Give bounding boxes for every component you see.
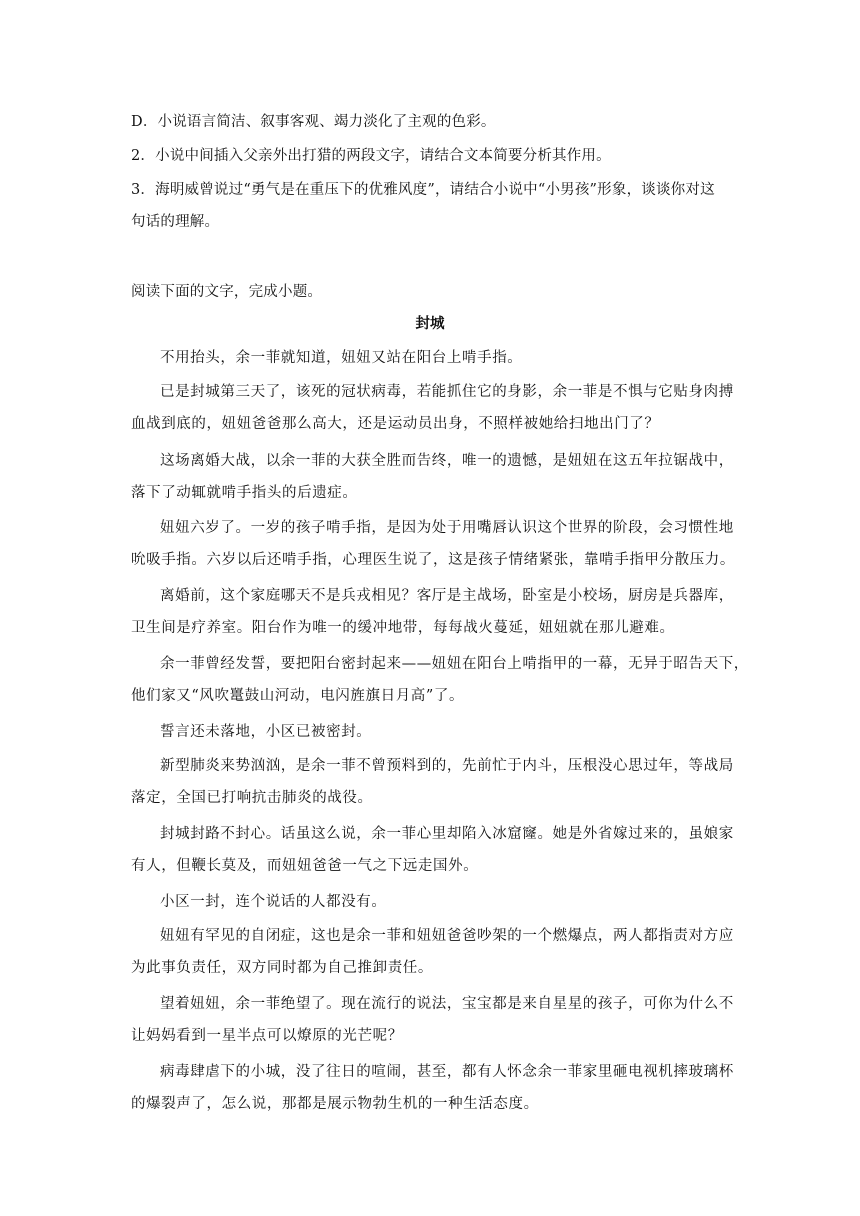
story-line: 新型肺炎来势汹汹，是余一菲不曾预料到的，先前忙于内斗，压根没心思过年，等战局 <box>160 758 734 774</box>
story-line: 为此事负责任，双方同时都为自己推卸责任。 <box>131 960 433 976</box>
story-line: 他们家又“风吹鼍鼓山河动，电闪旌旗日月高”了。 <box>131 688 465 704</box>
question-2: 2．小说中间插入父亲外出打猎的两段文字，请结合文本简要分析其作用。 <box>131 148 611 164</box>
story-line: 余一菲曾经发誓，要把阳台密封起来——妞妞在阳台上啃指甲的一幕，无异于昭告天下， <box>160 656 749 672</box>
reading-instruction: 阅读下面的文字，完成小题。 <box>131 284 323 300</box>
question-3-line-1: 3．海明威曾说过“勇气是在重压下的优雅风度”，请结合小说中“小男孩”形象，谈谈你对这 <box>131 182 715 198</box>
question-3-line-2: 句话的理解。 <box>131 214 220 230</box>
question-option-d: D．小说语言简洁、叙事客观、竭力淡化了主观的色彩。 <box>131 114 496 130</box>
story-title: 封城 <box>415 315 445 332</box>
story-line: 誓言还未落地，小区已被密封。 <box>160 724 372 740</box>
story-line: 的爆裂声了，怎么说，那都是展示物勃生机的一种生活态度。 <box>131 1096 539 1112</box>
story-line: 让妈妈看到一星半点可以燎原的光芒呢？ <box>131 1028 403 1044</box>
story-line: 妞妞有罕见的自闭症，这也是余一菲和妞妞爸爸吵架的一个燃爆点，两人都指责对方应 <box>160 928 734 944</box>
story-line: 小区一封，连个说话的人都没有。 <box>160 894 387 910</box>
story-line: 病毒肆虐下的小城，没了往日的喧闹，甚至，都有人怀念余一菲家里砸电视机摔玻璃杯 <box>160 1064 734 1080</box>
story-line: 这场离婚大战，以余一菲的大获全胜而告终，唯一的遗憾，是妞妞在这五年拉锯战中， <box>160 453 734 469</box>
story-line: 卫生间是疗养室。阳台作为唯一的缓冲地带，每每战火蔓延，妞妞就在那儿避难。 <box>131 620 675 636</box>
story-line: 妞妞六岁了。一岁的孩子啃手指，是因为处于用嘴唇认识这个世界的阶段，会习惯性地 <box>160 520 734 536</box>
story-line: 吮吸手指。六岁以后还啃手指，心理医生说了，这是孩子情绪紧张，靠啃手指甲分散压力。 <box>131 552 735 568</box>
story-line: 血战到底的，妞妞爸爸那么高大，还是运动员出身，不照样被她给扫地出门了？ <box>131 416 660 432</box>
story-line: 离婚前，这个家庭哪天不是兵戎相见？客厅是主战场，卧室是小校场，厨房是兵器库， <box>160 588 734 604</box>
story-line: 不用抬头，余一菲就知道，妞妞又站在阳台上啃手指。 <box>160 350 523 366</box>
story-line: 有人，但鞭长莫及，而妞妞爸爸一气之下远走国外。 <box>131 858 479 874</box>
story-line: 落下了动辄就啃手指头的后遗症。 <box>131 485 358 501</box>
story-line: 落定，全国已打响抗击肺炎的战役。 <box>131 790 373 806</box>
story-line: 封城封路不封心。话虽这么说，余一菲心里却陷入冰窟窿。她是外省嫁过来的，虽娘家 <box>160 826 734 842</box>
story-line: 已是封城第三天了，该死的冠状病毒，若能抓住它的身影，余一菲是不惧与它贴身肉搏 <box>160 384 734 400</box>
story-line: 望着妞妞，余一菲绝望了。现在流行的说法，宝宝都是来自星星的孩子，可你为什么不 <box>160 996 734 1012</box>
